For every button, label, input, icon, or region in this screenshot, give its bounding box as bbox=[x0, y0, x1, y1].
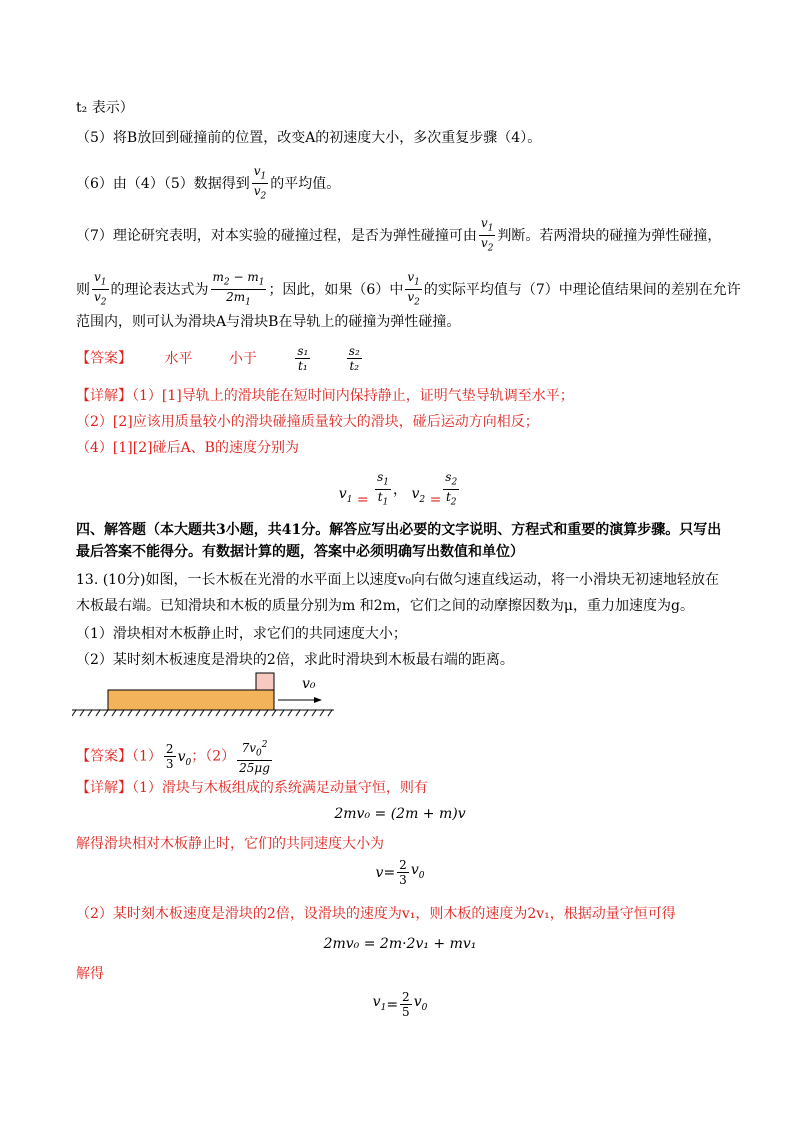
text-span: ；因此，如果（6）中 bbox=[268, 281, 404, 298]
fraction: $\frac{2}{3}$ bbox=[165, 742, 174, 772]
section-heading: 四、解答题（本大题共3小题，共41分。解答应写出必要的文字说明、方程式和重要的演算步骤。只写出 bbox=[76, 522, 722, 538]
text-span: 的理论表达式为 bbox=[110, 281, 209, 298]
question-text: 木板最右端。已知滑块和木板的质量分别为m 和2m，它们之间的动摩擦因数为μ，重力加速度为g。 bbox=[76, 598, 694, 614]
text-span: 判断。若两滑块的碰撞为弹性碰撞， bbox=[497, 227, 722, 244]
detail-line bbox=[76, 386, 574, 406]
question-text: 13. (10分)如图，一长木板在光滑的水平面上以速度v₀向右做匀速直线运动，将一小滑块无初速地轻放在 bbox=[76, 572, 719, 588]
answer-item: 水平 bbox=[164, 350, 193, 367]
fraction: $\frac{m_2 - m_1}{2m_1}$ bbox=[212, 270, 265, 308]
detail-label: 【详解】 bbox=[76, 780, 132, 796]
fraction: $\frac{v_1}{v_2}$ bbox=[253, 164, 267, 202]
ground-hatching bbox=[72, 710, 332, 716]
answer-label: 【答案】 bbox=[76, 350, 132, 367]
question-text: （2）某时刻木板速度是滑块的2倍，求此时滑块到木板最右端的距离。 bbox=[76, 652, 514, 668]
text-line bbox=[76, 216, 721, 256]
fraction: $\frac{v_1}{v_2}$ bbox=[407, 270, 420, 308]
velocity-arrow-head bbox=[314, 697, 322, 703]
answer-line bbox=[76, 344, 364, 373]
fraction: $\frac{v_1}{v_2}$ bbox=[94, 270, 107, 308]
detail-line: （2）[2]应该用质量较小的滑块碰撞质量较大的滑块，碰后运动方向相反； bbox=[76, 414, 539, 430]
text-line bbox=[76, 270, 741, 310]
section-heading: 最后答案不能得分。有数据计算的题，答案中必须明确写出数值和单位） bbox=[76, 544, 524, 560]
text-line: 范围内，则可认为滑块A与滑块B在导轨上的碰撞为弹性碰撞。 bbox=[76, 314, 461, 330]
question-text: （1）滑块相对木板静止时，求它们的共同速度大小； bbox=[76, 626, 407, 642]
fraction: $\frac{7v_0^2}{25\mu g}$ bbox=[239, 740, 270, 776]
fraction: $\frac{v_1}{v_2}$ bbox=[480, 216, 494, 254]
answer-item: 小于 bbox=[228, 350, 257, 367]
text-span: （7）理论研究表明，对本实验的碰撞过程，是否为弹性碰撞可由 bbox=[76, 227, 477, 244]
equation: v= $\frac{2}{3}$ $v_0$ bbox=[375, 858, 425, 887]
velocity-label: v₀ bbox=[302, 676, 316, 692]
text-span: 则 bbox=[76, 281, 90, 298]
fraction: $\frac{s_2}{t_2}$ bbox=[445, 470, 458, 508]
long-board bbox=[108, 690, 274, 710]
detail-line: 解得滑块相对木板静止时，它们的共同速度大小为 bbox=[76, 836, 384, 852]
detail-line: （2）某时刻木板速度是滑块的2倍，设滑块的速度为v₁，则木板的速度为2v₁，根据动量守恒可得 bbox=[76, 906, 676, 922]
text-span: （1） bbox=[132, 748, 162, 765]
answer-label: 【答案】 bbox=[76, 748, 132, 765]
fraction: $\frac{\text{s₁}}{\text{t₁}}$ bbox=[297, 344, 309, 373]
text-span: （6）由（4）（5）数据得到 bbox=[76, 175, 250, 192]
equation: $v_1$ = $\frac{s_1}{t_1}$ ， $v_2$ = $\frac{s_2}{t_2}$ bbox=[338, 470, 458, 508]
text-span: （1）[1]导轨上的滑块能在短时间内保持静止，证明气垫导轨调至水平； bbox=[132, 388, 574, 404]
fraction: $\frac{2}{5}$ bbox=[402, 990, 410, 1019]
equation: 2mv₀ = (2m + m)v bbox=[334, 806, 466, 822]
text-span: （1）滑块与木板组成的系统满足动量守恒，则有 bbox=[132, 780, 428, 796]
detail-line bbox=[76, 778, 428, 798]
text-span: 的平均值。 bbox=[270, 175, 341, 192]
text-span: 的实际平均值与（7）中理论值结果间的差别在允许 bbox=[423, 281, 741, 298]
small-block bbox=[256, 673, 274, 690]
fraction: $\frac{\text{s₂}}{\text{t₂}}$ bbox=[348, 344, 360, 373]
text-line bbox=[76, 164, 340, 204]
text-line: t₂ 表示） bbox=[76, 100, 134, 116]
detail-label: 【详解】 bbox=[76, 388, 132, 404]
detail-line: （4）[1][2]碰后A、B的速度分别为 bbox=[76, 440, 299, 456]
equation: 2mv₀ = 2m·2v₁ + mv₁ bbox=[323, 936, 477, 952]
answer-line: 【答案】（1） $\frac{2}{3}$ $v_0$；（2） $\frac{7v_0^2}{25\mu g}$ bbox=[76, 740, 270, 776]
detail-line: 解得 bbox=[76, 966, 104, 982]
text-span: ；（2） bbox=[191, 748, 236, 765]
equation: $v_1=$ $\frac{2}{5}$ $v_0$ bbox=[372, 990, 428, 1019]
board-block-figure bbox=[72, 668, 342, 722]
text-line: （5）将B放回到碰撞前的位置，改变A的初速度大小，多次重复步骤（4）。 bbox=[76, 130, 542, 146]
fraction: $\frac{s_1}{t_1}$ bbox=[377, 470, 389, 508]
fraction: $\frac{2}{3}$ bbox=[399, 858, 407, 887]
